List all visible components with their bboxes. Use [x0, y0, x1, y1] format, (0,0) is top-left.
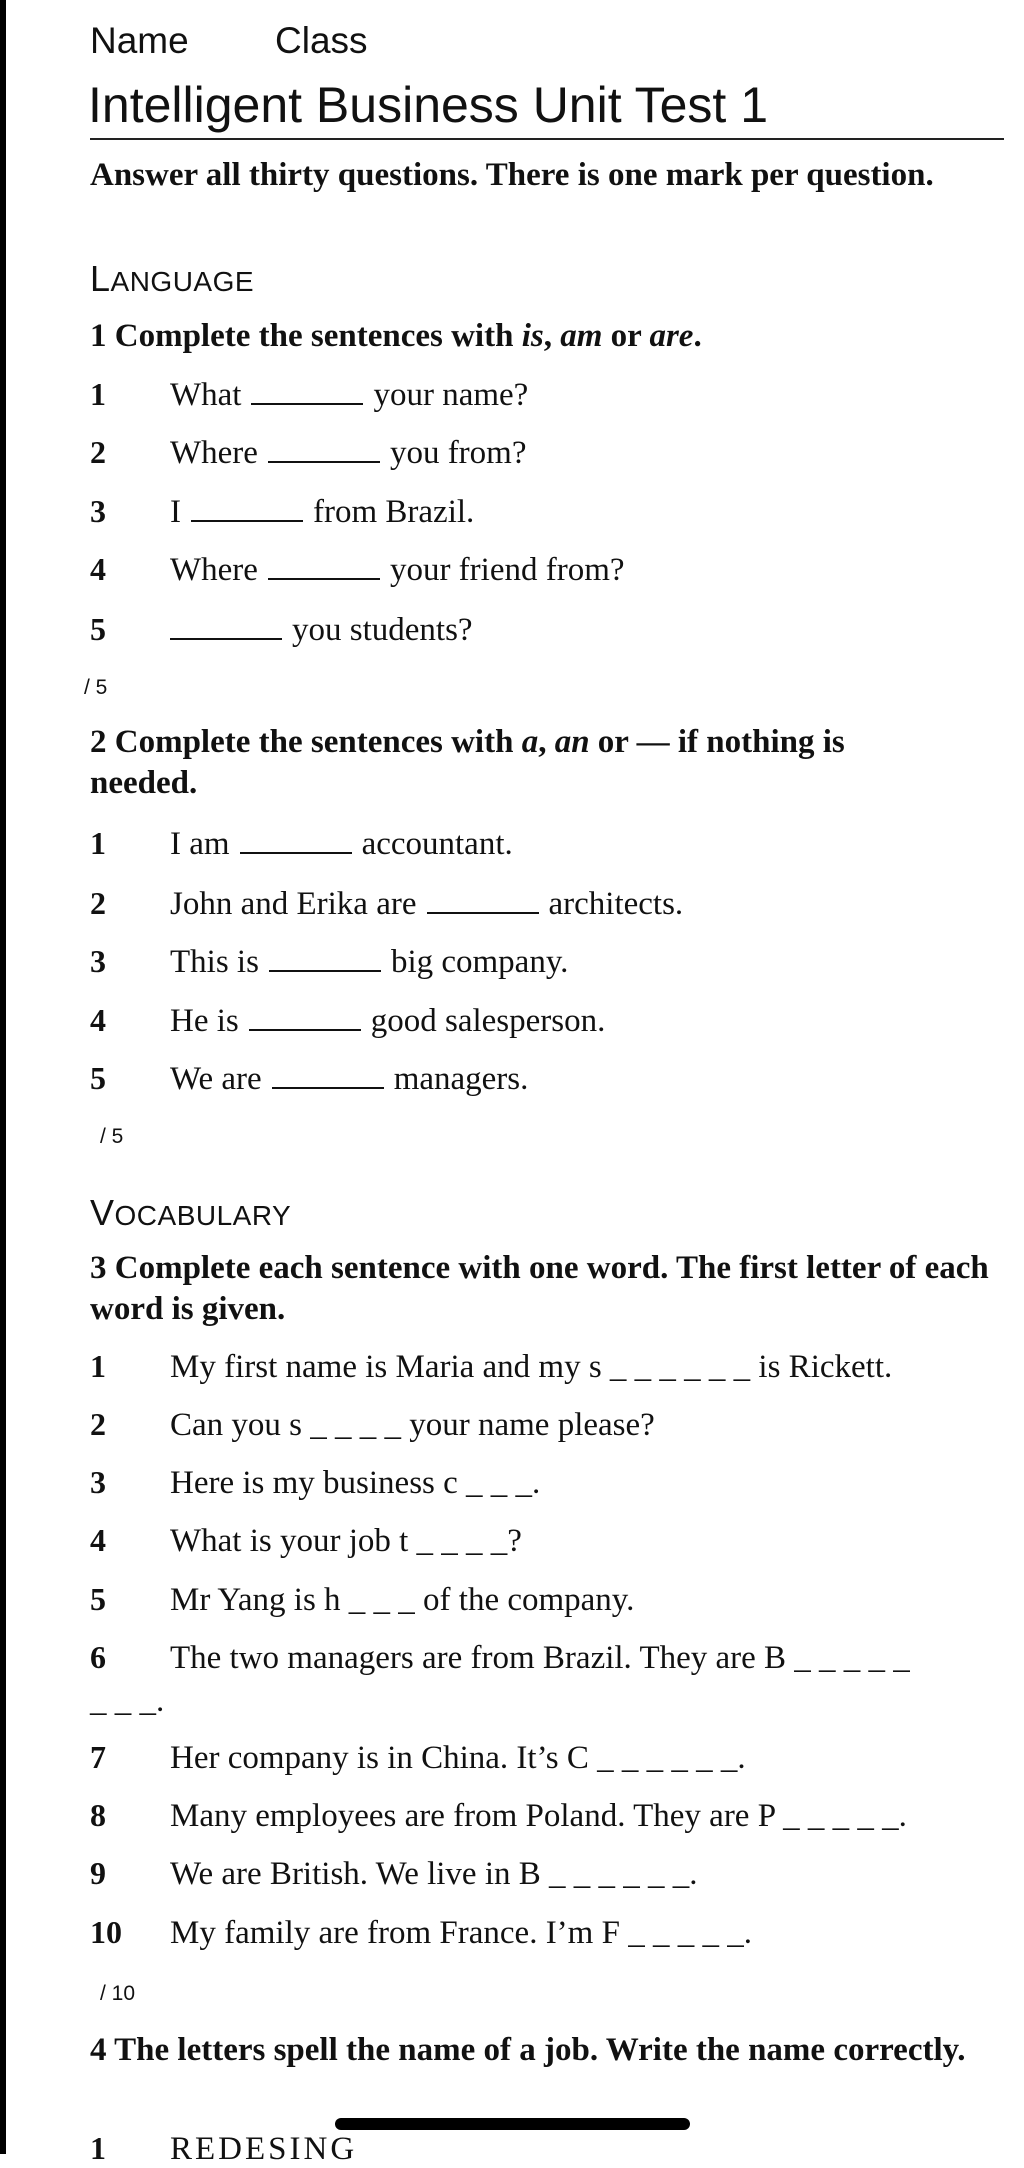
ex2-item-before: We are — [170, 1061, 262, 1097]
ex3-item-num: 7 — [90, 1739, 106, 1775]
ex4-title: 4 The letters spell the name of a job. Write the name correctly. — [90, 2032, 966, 2068]
ex1-word-is: is — [521, 318, 544, 354]
answer-blank[interactable] — [427, 882, 539, 914]
ex1-score: / 5 — [84, 676, 108, 699]
ex4-item-num: 1 — [90, 2130, 106, 2166]
answer-blank[interactable] — [191, 490, 303, 522]
ex3-item-num: 1 — [90, 1348, 106, 1384]
ex2-item-before: He is — [170, 1003, 239, 1039]
ex2-item — [90, 999, 605, 1040]
ex2-item — [90, 822, 513, 863]
ex3-item-continuation: _ _ _. — [90, 1683, 165, 1719]
ex3-score: / 10 — [100, 1982, 136, 2005]
ex1-title-pre: 1 Complete the sentences with — [90, 318, 522, 354]
ex3-item-text: My first name is Maria and my s _ _ _ _ _ _ is Rickett. — [170, 1349, 893, 1385]
ex1-item-after: you students? — [292, 612, 473, 648]
ex3-item — [90, 1522, 522, 1560]
ex3-item-text: Here is my business c _ _ _. — [170, 1465, 541, 1501]
ex1-item-before: Where — [170, 552, 258, 588]
ex2-item-num: 4 — [90, 1002, 106, 1038]
ex3-item-text: Many employees are from Poland. They are P _ _ _ _ _. — [170, 1798, 907, 1834]
ex2-item-after: big company. — [390, 944, 569, 980]
section-language-initial: L — [90, 258, 111, 299]
ex1-title-end: . — [693, 318, 702, 354]
ex1-item-before: What — [170, 377, 242, 413]
ex2-title-pre: 2 Complete the sentences with — [90, 724, 522, 760]
ex3-item-text: We are British. We live in B _ _ _ _ _ _. — [170, 1856, 698, 1892]
ex1-item-after: your friend from? — [389, 552, 625, 588]
ex2-item — [90, 882, 683, 923]
title-underline — [90, 138, 1004, 140]
section-language-rest: ANGUAGE — [110, 266, 255, 297]
name-label: Name — [90, 20, 189, 61]
ex1-word-am: am — [560, 318, 603, 354]
answer-blank[interactable] — [251, 373, 363, 405]
ex1-title-sep1: , — [543, 318, 561, 354]
answer-blank[interactable] — [240, 822, 352, 854]
ex3-item-num: 9 — [90, 1855, 106, 1891]
ex3-item-text: My family are from France. I’m F _ _ _ _ _. — [170, 1915, 752, 1951]
ex1-item-after: from Brazil. — [313, 494, 475, 530]
ex3-item-num: 3 — [90, 1464, 106, 1500]
ex3-item-text: Her company is in China. It’s C _ _ _ _ _ _. — [170, 1740, 746, 1776]
ex2-item-num: 3 — [90, 943, 106, 979]
ex1-title-sep2: or — [602, 318, 650, 354]
ex1-item-before: Where — [170, 435, 258, 471]
ex1-item-before: I — [170, 494, 181, 530]
ex2-item-after: architects. — [548, 886, 684, 922]
class-label: Class — [275, 20, 368, 61]
ex1-item — [90, 548, 625, 589]
ex2-item-num: 1 — [90, 825, 106, 861]
answer-blank[interactable] — [268, 431, 380, 463]
ex1-item — [90, 431, 526, 472]
ex3-item-num: 5 — [90, 1581, 106, 1617]
ex2-item-after: accountant. — [361, 826, 513, 862]
answer-blank[interactable] — [269, 940, 381, 972]
ex3-item — [90, 1406, 655, 1444]
section-language — [90, 258, 254, 300]
ex3-item — [90, 1581, 634, 1619]
ex2-item-before: I am — [170, 826, 230, 862]
ex3-item — [90, 1348, 892, 1386]
answer-blank[interactable] — [170, 608, 282, 640]
ex2-score: / 5 — [100, 1125, 124, 1148]
ex3-item — [90, 1797, 907, 1835]
ex3-item — [90, 1855, 698, 1893]
ex3-item-text: Mr Yang is h _ _ _ of the company. — [170, 1582, 635, 1618]
ex3-item-text: What is your job t _ _ _ _? — [170, 1523, 522, 1559]
ex2-item-num: 5 — [90, 1060, 106, 1096]
ex2-item-after: good salesperson. — [370, 1003, 606, 1039]
ex1-item — [90, 490, 474, 531]
ex2-title-sep1: , — [538, 724, 555, 760]
ex1-item-after: you from? — [389, 435, 527, 471]
section-vocabulary — [90, 1192, 291, 1234]
ex1-item-num: 3 — [90, 493, 106, 529]
ex1-item-num: 5 — [90, 611, 106, 647]
instructions: Answer all thirty questions. There is one mark per question. — [90, 157, 934, 193]
page-title: Intelligent Business Unit Test 1 — [88, 77, 769, 133]
ex3-item — [90, 1464, 540, 1502]
ex2-title-post: or — if nothing is needed. — [90, 724, 845, 801]
ex1-title — [90, 316, 702, 357]
ex2-item-after: managers. — [393, 1061, 529, 1097]
section-vocabulary-rest: OCABULARY — [114, 1200, 292, 1231]
ex1-item — [90, 373, 528, 414]
ex3-item-text: Can you s _ _ _ _ your name please? — [170, 1407, 655, 1443]
ex2-item-before: This is — [170, 944, 259, 980]
ex4-item-text: REDESING — [170, 2131, 358, 2167]
answer-blank[interactable] — [268, 548, 380, 580]
ex4-item-partial — [90, 2130, 357, 2168]
ex1-item-num: 4 — [90, 551, 106, 587]
ex2-word-an: an — [554, 724, 590, 760]
ex3-item-num: 2 — [90, 1406, 106, 1442]
ex2-item — [90, 1057, 528, 1098]
ex3-item-num: 4 — [90, 1522, 106, 1558]
ex2-item-before: John and Erika are — [170, 886, 417, 922]
ex1-item-after: your name? — [373, 377, 529, 413]
ex3-item-text: The two managers are from Brazil. They are B _ _ _ _ _ — [170, 1640, 910, 1676]
ex3-item — [90, 1739, 746, 1777]
answer-blank[interactable] — [249, 999, 361, 1031]
ex3-item — [90, 1914, 752, 1952]
ex1-word-are: are — [649, 318, 694, 354]
ex1-item-num: 1 — [90, 376, 106, 412]
ex3-title: 3 Complete each sentence with one word. The first letter of each word is given. — [90, 1250, 989, 1327]
ex2-item-num: 2 — [90, 885, 106, 921]
ex2-item — [90, 940, 568, 981]
ex1-item — [90, 608, 473, 649]
ex2-title — [90, 722, 960, 804]
ex3-item-num: 8 — [90, 1797, 106, 1833]
ex2-word-a: a — [521, 724, 539, 760]
answer-blank[interactable] — [272, 1057, 384, 1089]
section-vocabulary-initial: V — [90, 1192, 115, 1233]
ex1-item-num: 2 — [90, 434, 106, 470]
ex3-item — [90, 1639, 910, 1677]
home-indicator[interactable] — [335, 2118, 690, 2130]
left-edge-bar — [0, 0, 6, 2154]
ex3-item-num: 6 — [90, 1639, 106, 1675]
ex3-item-num: 10 — [90, 1914, 122, 1950]
